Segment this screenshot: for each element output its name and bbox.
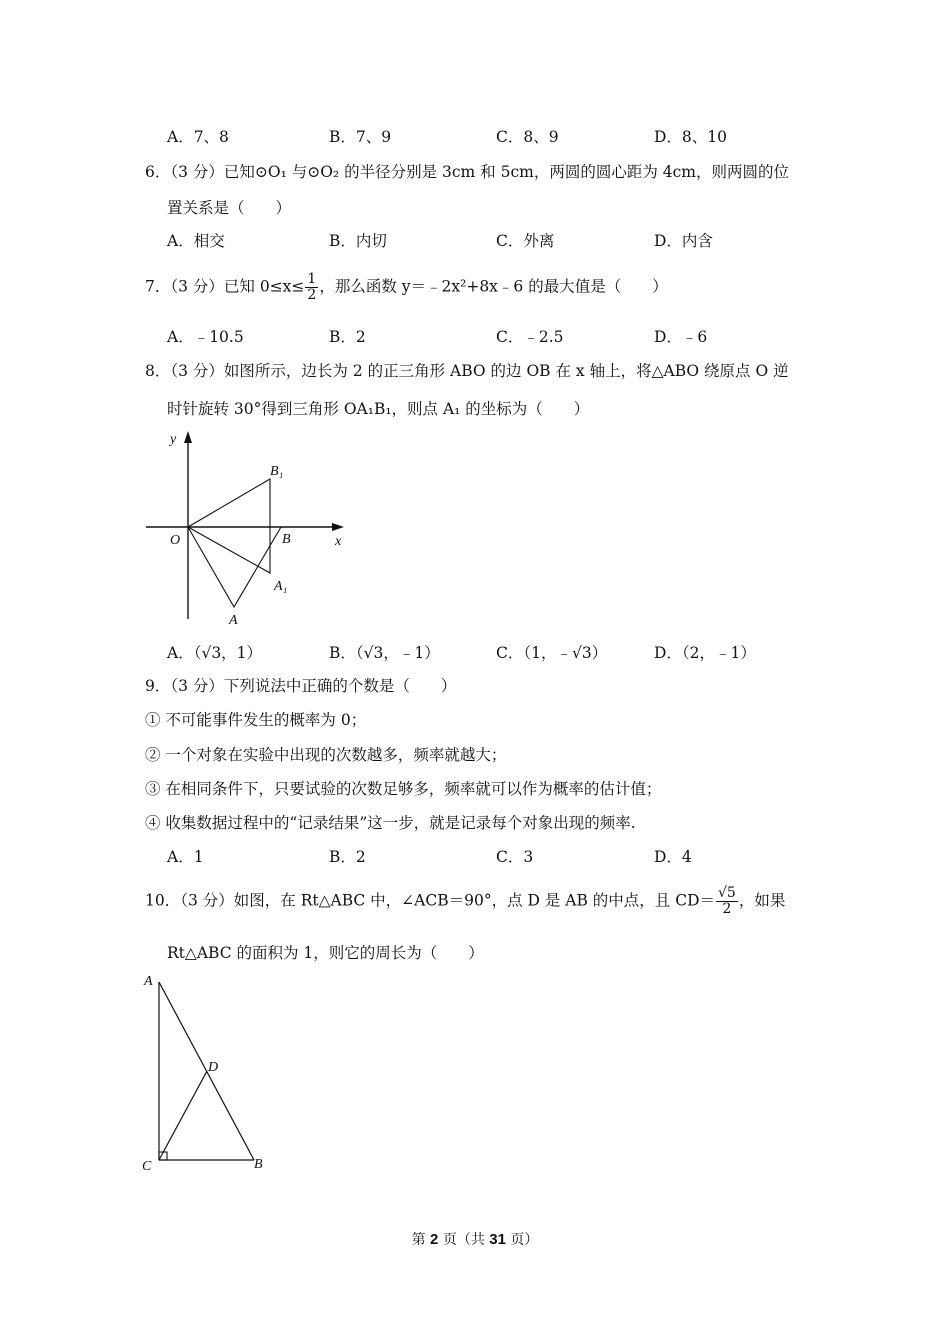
q7-option-b: B．2 — [329, 328, 366, 346]
q8-triangle-oab — [188, 527, 281, 607]
q5-option-d: D．8、10 — [654, 128, 728, 146]
q7-option-d: D．﹣6 — [654, 328, 708, 346]
q8-label-b1: B₁ — [270, 464, 284, 479]
q6-option-c: C．外离 — [496, 232, 555, 250]
q8-label-a1: A₁ — [274, 579, 288, 594]
q9-statement-4: ④ 收集数据过程中的“记录结果”这一步，就是记录每个对象出现的频率. — [145, 814, 636, 832]
q10-label-a: A — [144, 974, 153, 989]
q7-stem-before: 7．（3 分）已知 0≤x≤ — [145, 277, 305, 296]
q8-x-arrow — [332, 523, 344, 531]
q10-fraction-numerator: √5 — [718, 885, 736, 901]
q10-fraction-denominator: 2 — [722, 901, 732, 917]
q8-option-c: C．（1，﹣√3） — [496, 644, 608, 662]
q6-option-a: A．相交 — [167, 232, 225, 250]
q10-stem-before: 10．（3 分）如图，在 Rt△ABC 中，∠ACB＝90°，点 D 是 AB 的中点，且 CD＝ — [145, 891, 716, 910]
q8-stem-line1: 8．（3 分）如图所示，边长为 2 的正三角形 ABO 的边 OB 在 x 轴上，将△ABO 绕原点 O 逆 — [145, 362, 789, 380]
footer-prefix: 第 — [411, 1232, 431, 1248]
page-footer — [0, 1229, 950, 1249]
q8-option-a: A．（√3，1） — [167, 644, 263, 662]
q8-label-o: O — [170, 533, 181, 548]
q5-option-c: C．8、9 — [496, 128, 559, 146]
footer-page-number: 2 — [430, 1231, 439, 1248]
footer-total-pages: 31 — [489, 1231, 506, 1248]
q9-statement-1: ① 不可能事件发生的概率为 0； — [145, 711, 367, 729]
q8-option-b: B．（√3，﹣1） — [329, 644, 440, 662]
q7-fraction-numerator: 1 — [307, 271, 317, 287]
q8-figure — [140, 425, 355, 630]
q9-option-c: C．3 — [496, 848, 534, 866]
q7-fraction-denominator: 2 — [307, 287, 317, 303]
q8-y-arrow — [184, 431, 192, 443]
q9-stem: 9．（3 分）下列说法中正确的个数是（ ） — [145, 677, 457, 695]
q8-label-x: x — [335, 534, 342, 549]
q6-option-d: D．内含 — [654, 232, 713, 250]
q8-label-y: y — [170, 432, 177, 447]
q8-label-a: A — [229, 613, 238, 628]
q10-label-d: D — [208, 1060, 219, 1075]
q6-stem-line2: 置关系是（ ） — [167, 199, 292, 217]
q7-option-a: A．﹣10.5 — [167, 328, 244, 346]
q10-stem-line1 — [145, 886, 785, 917]
q9-option-b: B．2 — [329, 848, 366, 866]
q7-stem-after: ，那么函数 y＝﹣2x²+8x﹣6 的最大值是（ ） — [319, 277, 668, 296]
q5-option-a: A．7、8 — [167, 128, 229, 146]
q5-option-b: B．7、9 — [329, 128, 392, 146]
q8-label-b: B — [282, 532, 291, 547]
q6-option-b: B．内切 — [329, 232, 387, 250]
q7-option-c: C．﹣2.5 — [496, 328, 564, 346]
q9-statement-2: ② 一个对象在实验中出现的次数越多，频率就越大； — [145, 746, 507, 764]
q9-option-a: A．1 — [167, 848, 204, 866]
q8-triangle-oa1b1 — [188, 479, 270, 573]
q7-stem — [145, 272, 668, 303]
q8-stem-line2: 时针旋转 30°得到三角形 OA₁B₁，则点 A₁ 的坐标为（ ） — [167, 400, 590, 418]
footer-suffix: 页） — [505, 1232, 539, 1248]
footer-middle: 页（共 — [438, 1232, 490, 1248]
q10-label-c: C — [142, 1159, 152, 1174]
q10-label-b: B — [254, 1157, 263, 1172]
q10-figure — [140, 970, 275, 1175]
q10-stem-line2: Rt△ABC 的面积为 1，则它的周长为（ ） — [167, 944, 484, 962]
q10-stem-after: ，如果 — [738, 891, 786, 910]
q6-stem-line1: 6．（3 分）已知⊙O₁ 与⊙O₂ 的半径分别是 3cm 和 5cm，两圆的圆心距为 4cm，则两圆的位 — [145, 163, 790, 181]
q8-option-d: D．（2，﹣1） — [654, 644, 756, 662]
q7-fraction — [305, 272, 318, 303]
q9-statement-3: ③ 在相同条件下，只要试验的次数足够多，频率就可以作为概率的估计值； — [145, 780, 662, 798]
q9-option-d: D．4 — [654, 848, 692, 866]
q10-fraction — [716, 886, 738, 917]
q10-median-cd — [159, 1071, 207, 1160]
